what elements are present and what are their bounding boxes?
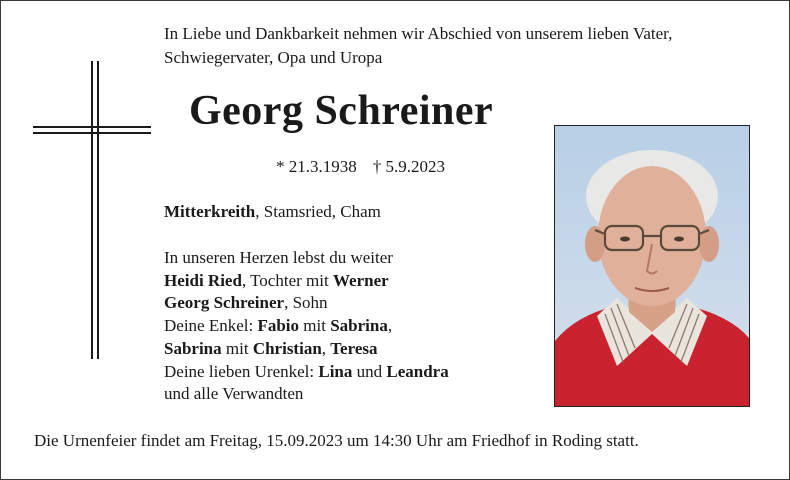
residence-village: Mitterkreith (164, 202, 256, 221)
mourner-line: Deine lieben Urenkel: Lina und Leandra (164, 361, 449, 381)
mourner-line: Heidi Ried, Tochter mit Werner (164, 270, 389, 290)
deceased-name: Georg Schreiner (189, 88, 494, 134)
residence-rest: , Stamsried, Cham (255, 202, 381, 221)
mourner-line: und alle Verwandten (164, 384, 304, 404)
mourners-list (164, 247, 449, 406)
residence (164, 202, 381, 222)
portrait-photo (554, 125, 750, 407)
mourner-line: Georg Schreiner, Sohn (164, 293, 328, 313)
intro-line: Schwiegervater, Opa und Uropa (164, 48, 383, 67)
mourner-line: Sabrina mit Christian, Teresa (164, 338, 378, 358)
life-dates (276, 157, 445, 177)
intro-line: In Liebe und Dankbarkeit nehmen wir Abschied von unserem lieben Vater, (164, 24, 673, 43)
death-date: † 5.9.2023 (372, 157, 445, 176)
funeral-information: Die Urnenfeier findet am Freitag, 15.09.2023 um 14:30 Uhr am Friedhof in Roding statt. (34, 431, 639, 450)
cross-icon (33, 61, 151, 359)
birth-date: * 21.3.1938 (276, 157, 357, 176)
mourner-line: Deine Enkel: Fabio mit Sabrina, (164, 316, 393, 336)
intro-text (164, 22, 764, 70)
mourner-line: In unseren Herzen lebst du weiter (164, 248, 393, 267)
portrait-illustration (555, 126, 749, 406)
